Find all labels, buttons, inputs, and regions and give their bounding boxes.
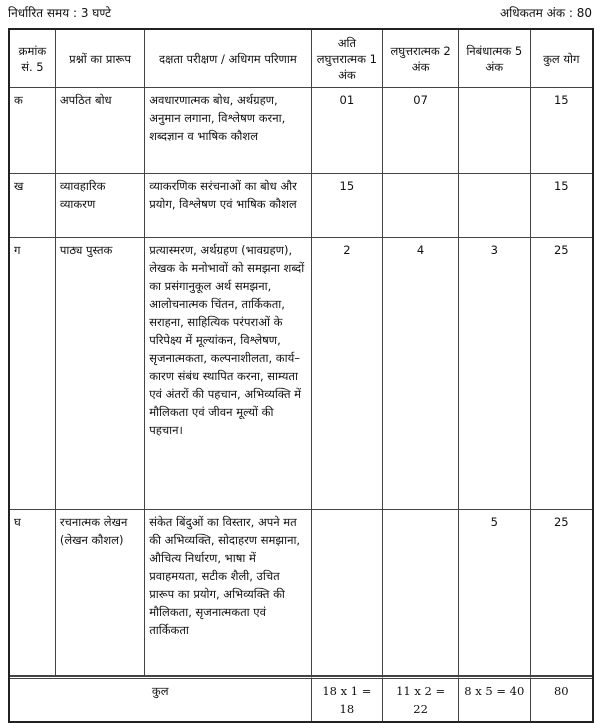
totals-very-short: 18 x 1 = 18 bbox=[312, 676, 384, 721]
header-row bbox=[10, 30, 592, 88]
cell-essay: 3 bbox=[459, 238, 531, 510]
blueprint-table bbox=[8, 28, 594, 723]
cell-short: 07 bbox=[383, 88, 459, 174]
col-serial: क्रमांक सं. 5 bbox=[10, 30, 56, 88]
cell-serial: ग bbox=[10, 238, 56, 510]
cell-skills: संकेत बिंदुओं का विस्तार, अपने मत की अभिव्यक्ति, सोदाहरण समझाना, औचित्य निर्धारण, भाषा में प्रवाहमयता, सटीक शैली, उचित प्रारूप का प्रयोग, अभिव्यक्ति की मौलिकता, सृजनात्मकता एवं तार्किकता bbox=[145, 510, 311, 676]
cell-total: 15 bbox=[531, 88, 592, 174]
cell-essay: 5 bbox=[459, 510, 531, 676]
cell-serial: घ bbox=[10, 510, 56, 676]
cell-essay bbox=[459, 174, 531, 238]
cell-very-short bbox=[312, 510, 384, 676]
col-skills: दक्षता परीक्षण / अधिगम परिणाम bbox=[145, 30, 311, 88]
cell-short bbox=[383, 174, 459, 238]
cell-short bbox=[383, 510, 459, 676]
cell-serial: क bbox=[10, 88, 56, 174]
time-allowed: निर्धारित समय : 3 घण्टे bbox=[8, 6, 112, 20]
cell-very-short: 15 bbox=[312, 174, 384, 238]
col-total: कुल योग bbox=[531, 30, 592, 88]
totals-essay: 8 x 5 = 40 bbox=[459, 676, 531, 721]
cell-format: रचनात्मक लेखन (लेखन कौशल) bbox=[56, 510, 145, 676]
table-row bbox=[10, 174, 592, 238]
col-very-short: अति लघुत्तरात्मक 1 अंक bbox=[312, 30, 384, 88]
max-marks: अधिकतम अंक : 80 bbox=[499, 6, 592, 20]
col-essay: निबंधात्मक 5 अंक bbox=[459, 30, 531, 88]
table-row bbox=[10, 88, 592, 174]
cell-format: अपठित बोध bbox=[56, 88, 145, 174]
totals-label: कुल bbox=[10, 676, 312, 721]
col-short: लघुत्तरात्मक 2 अंक bbox=[383, 30, 459, 88]
cell-format: पाठ्य पुस्तक bbox=[56, 238, 145, 510]
totals-row bbox=[10, 676, 592, 721]
cell-skills: प्रत्यास्मरण, अर्थग्रहण (भावग्रहण), लेखक के मनोभावों को समझना शब्दों का प्रसंगानुकूल अर्थ समझना, आलोचनात्मक चिंतन, तार्किकता, सराहना, साहित्यिक परंपराओं के परिपेक्ष्य में मूल्यांकन, विश्लेषण, सृजनात्मकता, कल्पनाशीलता, कार्य–कारण संबंध स्थापित करना, साम्यता एवं अंतरों की पहचान, अभिव्यक्ति में मौलिकता एवं जीवन मूल्यों की पहचान। bbox=[145, 238, 311, 510]
totals-total: 80 bbox=[531, 676, 592, 721]
table-row bbox=[10, 238, 592, 510]
cell-format: व्यावहारिक व्याकरण bbox=[56, 174, 145, 238]
cell-serial: ख bbox=[10, 174, 56, 238]
cell-very-short: 01 bbox=[312, 88, 384, 174]
cell-essay bbox=[459, 88, 531, 174]
cell-skills: अवधारणात्मक बोध, अर्थग्रहण, अनुमान लगाना, विश्लेषण करना, शब्दज्ञान व भाषिक कौशल bbox=[145, 88, 311, 174]
cell-total: 15 bbox=[531, 174, 592, 238]
totals-short: 11 x 2 = 22 bbox=[383, 676, 459, 721]
col-format: प्रश्नों का प्रारूप bbox=[56, 30, 145, 88]
cell-very-short: 2 bbox=[312, 238, 384, 510]
cell-total: 25 bbox=[531, 510, 592, 676]
cell-total: 25 bbox=[531, 238, 592, 510]
cell-short: 4 bbox=[383, 238, 459, 510]
table-row bbox=[10, 510, 592, 676]
cell-skills: व्याकरणिक सरंचनाओं का बोध और प्रयोग, विश्लेषण एवं भाषिक कौशल bbox=[145, 174, 311, 238]
